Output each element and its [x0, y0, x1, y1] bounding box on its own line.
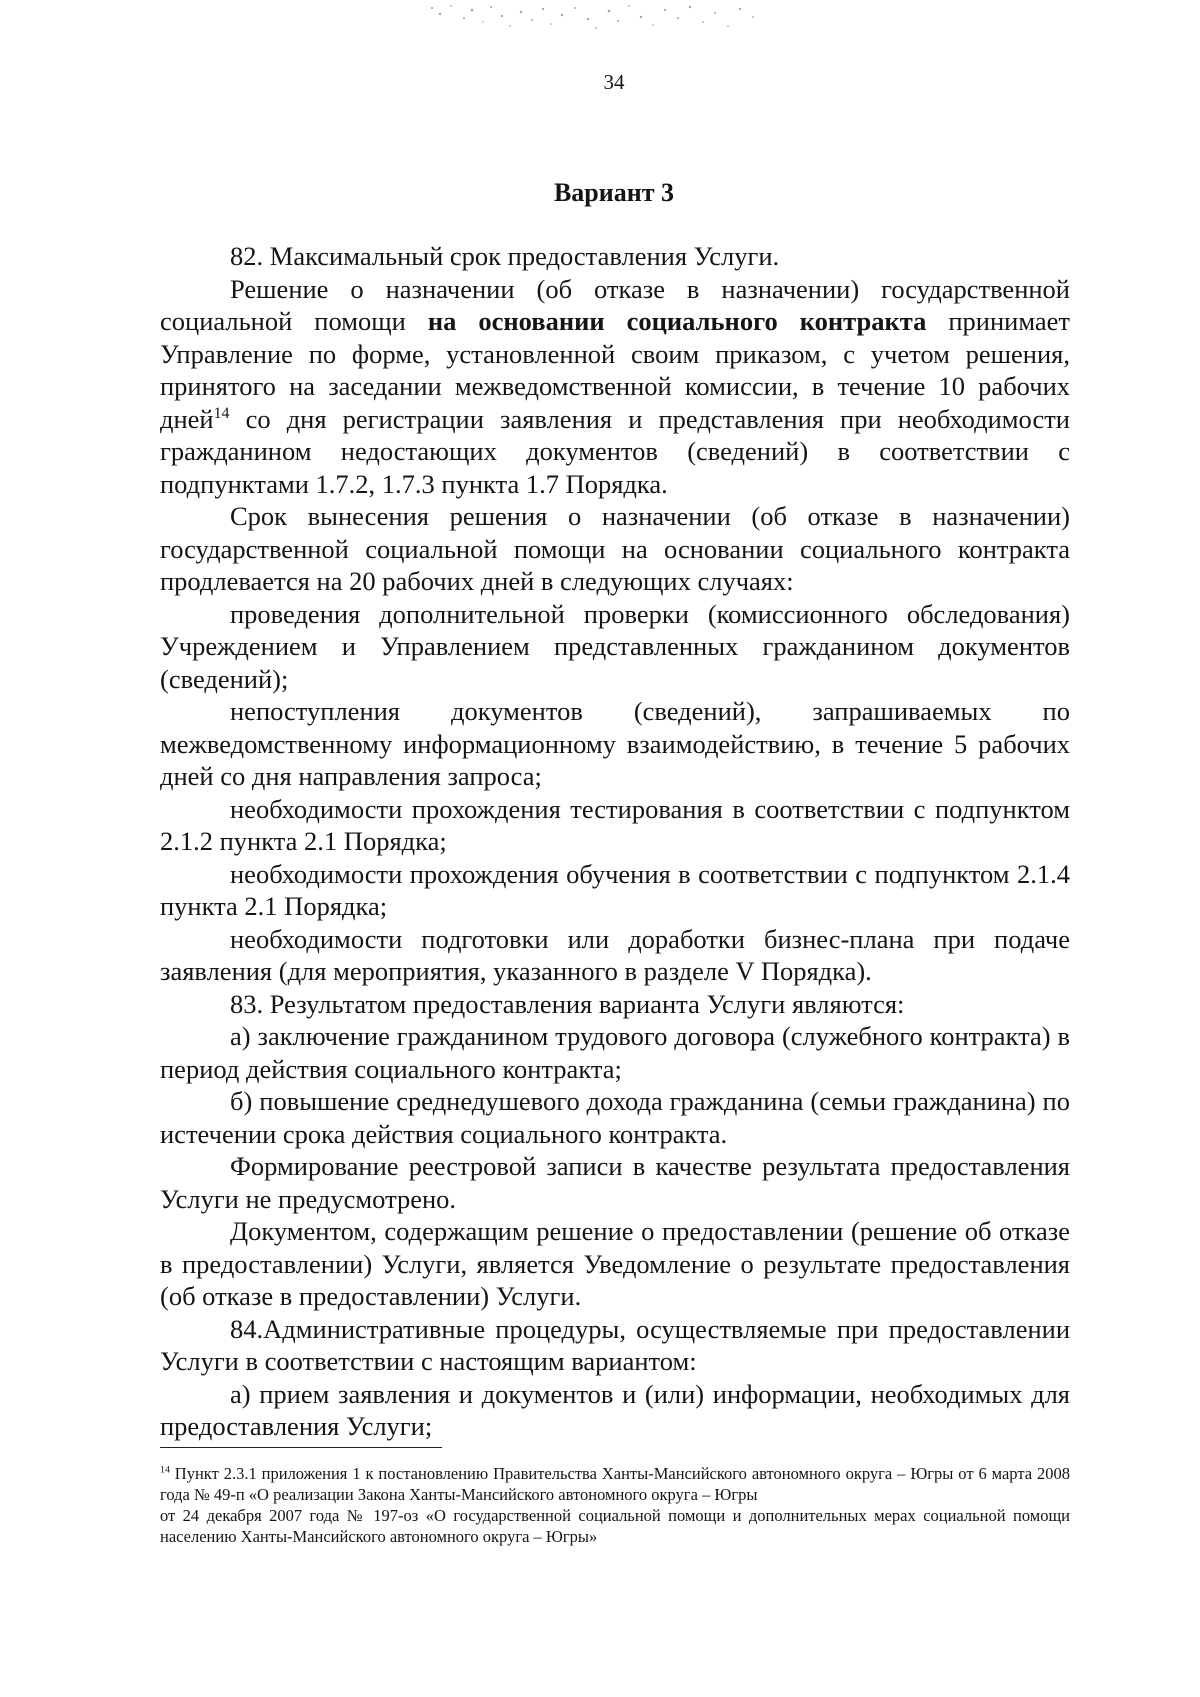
paragraph: 84.Административные процедуры, осуществляемые при предоставлении Услуги в соответствии с настоящим вариантом:	[160, 1313, 1070, 1376]
paragraph: необходимости подготовки или доработки бизнес-плана при подаче заявления (для мероприятия, указанного в разделе V Порядка).	[160, 923, 1070, 986]
footnote	[160, 1463, 1070, 1547]
paragraph	[160, 273, 1070, 501]
scan-artifact	[420, 0, 780, 40]
paragraph: необходимости прохождения обучения в соответствии с подпунктом 2.1.4 пункта 2.1 Порядка;	[160, 858, 1070, 921]
paragraph: Документом, содержащим решение о предоставлении (решение об отказе в предоставлении) Услуги, является Уведомление о результате предоставления (об отказе в предоставлении) Услуги.	[160, 1216, 1070, 1311]
footnote-line	[160, 1463, 1070, 1505]
paragraph: 83. Результатом предоставления варианта Услуги являются:	[230, 988, 905, 1019]
footnote-reference: 14	[213, 404, 230, 422]
footnote-text: Пункт 2.3.1 приложения 1 к постановлению Правительства Ханты-Мансийского автономного округа – Югры от 6 марта 2008 года № 49-п «О реализации Закона Ханты-Мансийского автономного округа – Югры	[160, 1464, 1070, 1504]
paragraph: а) заключение гражданином трудового договора (служебного контракта) в период действия социального контракта;	[160, 1021, 1070, 1084]
paragraph-text: Решение о назначении (об отказе в назначении) государственной социальной помощи	[160, 273, 1070, 336]
paragraph-text: принимает Управление по форме, установленной своим приказом, с учетом решения, принятого на заседании межведомственной комиссии, в течение 10 рабочих дней	[160, 306, 1071, 434]
body-text	[160, 240, 1070, 1443]
paragraph: а) прием заявления и документов и (или) информации, необходимых для предоставления Услуги;	[160, 1378, 1070, 1441]
paragraph: проведения дополнительной проверки (комиссионного обследования) Учреждением и Управлением представленных гражданином документов (сведений);	[160, 598, 1070, 694]
paragraph: 82. Максимальный срок предоставления Услуги.	[230, 241, 780, 271]
paragraph-text: со дня регистрации заявления и представления при необходимости гражданином недостающих документов (сведений) в соответствии с подпунктами 1.7.2, 1.7.3 пункта 1.7 Порядка.	[160, 403, 1070, 499]
page-number: 34	[603, 70, 625, 94]
paragraph: Срок вынесения решения о назначении (об отказе в назначении) государственной социальной помощи на основании социального контракта продлевается на 20 рабочих дней в следующих случаях:	[160, 501, 1070, 596]
paragraph: непоступления документов (сведений), запрашиваемых по межведомственному информационному взаимодействию, в течение 5 рабочих дней со дня направления запроса;	[160, 696, 1070, 791]
section-heading: Вариант 3	[553, 178, 675, 207]
footnote-mark: 14	[160, 1464, 170, 1476]
paragraph: необходимости прохождения тестирования в соответствии с подпунктом 2.1.2 пункта 2.1 Порядка;	[160, 793, 1070, 856]
paragraph-bold-text: на основании социального контракта	[427, 306, 927, 336]
footnote-separator	[160, 1447, 442, 1448]
footnote-line: от 24 декабря 2007 года № 197-оз «О государственной социальной помощи и дополнительных мерах социальной помощи населению Ханты-Мансийского автономного округа – Югры»	[160, 1506, 1070, 1546]
paragraph: Формирование реестровой записи в качестве результата предоставления Услуги не предусмотрено.	[160, 1151, 1070, 1214]
paragraph: б) повышение среднедушевого дохода гражданина (семьи гражданина) по истечении срока действия социального контракта.	[160, 1086, 1070, 1149]
